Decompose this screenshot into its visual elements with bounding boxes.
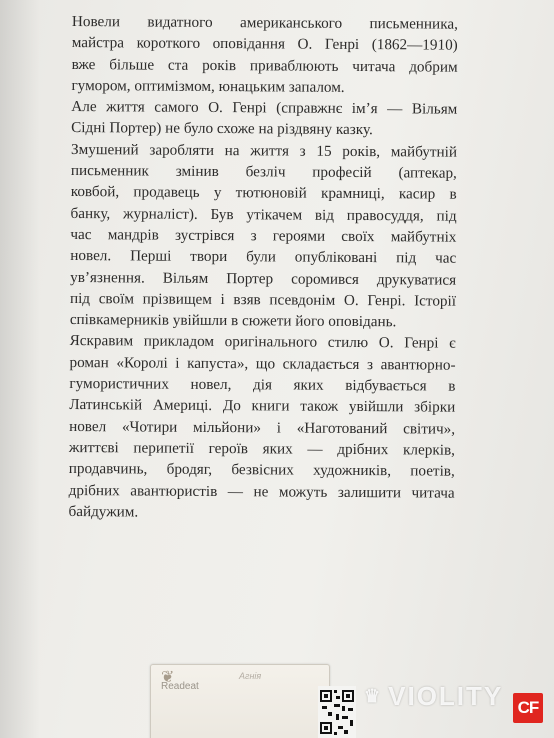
text-line: співкамерників увійшли в сюжети його оповідань. bbox=[69, 311, 397, 331]
text-line: байдужим. bbox=[68, 502, 139, 521]
text-line: майстра короткого оповідання О. Генрі (1862—1910) bbox=[71, 34, 458, 54]
text-line: Змушений заробляти на життя з 15 років, майбутній bbox=[70, 140, 458, 161]
text-line: банку, журналіст). Був утікачем від правосуддя, під bbox=[70, 204, 457, 225]
watermark bbox=[364, 681, 503, 712]
watermark-text: VIOLITY bbox=[388, 681, 504, 711]
crown-icon: ♛ bbox=[364, 686, 383, 706]
price-sticker bbox=[150, 664, 330, 738]
blurb-text bbox=[68, 11, 458, 525]
qr-code-icon bbox=[318, 686, 356, 738]
text-line: гумористичних новел, дія яких відбувається в bbox=[69, 375, 456, 395]
text-line: Але життя самого О. Генрі (справжнє ім’я — Вільям bbox=[71, 98, 458, 118]
text-line: вже більше ста років приваблюють читача добрим bbox=[71, 55, 458, 76]
text-line: Новели видатного американського письменника, bbox=[71, 12, 458, 33]
text-line: ковбой, продавець у тютюновій крамниці, касир в bbox=[70, 183, 457, 204]
text-line: життєві перипетії героїв яких — дрібних клерків, bbox=[68, 438, 456, 459]
text-line: гумором, оптимізмом, юнацьким запалом. bbox=[71, 76, 345, 96]
text-line: письменник змінив безліч професій (аптекар, bbox=[70, 162, 457, 182]
sticker-logo-text: Readeat bbox=[161, 681, 199, 692]
text-line: час мандрів зустрівся з героями своїх майбутніх bbox=[70, 225, 457, 246]
spine-shadow bbox=[0, 0, 40, 738]
text-line: новел «Чотири мільйони» і «Наготований світич», bbox=[69, 417, 456, 438]
cf-logo-icon: CF bbox=[513, 693, 543, 723]
text-line: Латинській Америці. До книги також увійшли збірки bbox=[69, 396, 456, 417]
text-line: роман «Королі і капуста», що складається з авантюрно- bbox=[69, 353, 456, 374]
text-line: ув’язнення. Вільям Портер соромився друкуватися bbox=[70, 268, 457, 289]
bird-logo-icon: ❦ bbox=[161, 669, 175, 686]
text-line: продавчинь, бродяг, безвісних художників, поетів, bbox=[68, 460, 455, 480]
text-line: дрібних авантюристів — не можуть залишити читача bbox=[68, 481, 455, 502]
sticker-handwriting: Агнія bbox=[239, 671, 262, 681]
text-line: Сідні Портер) не було схоже на різдвяну казку. bbox=[71, 119, 373, 139]
text-line: новел. Перші твори були опубліковані під час bbox=[70, 247, 457, 267]
text-line: під своїм прізвищем і взяв псевдонім О. Генрі. Історії bbox=[69, 289, 457, 310]
text-line: Яскравим прикладом оригінального стилю О. Генрі є bbox=[69, 332, 456, 353]
